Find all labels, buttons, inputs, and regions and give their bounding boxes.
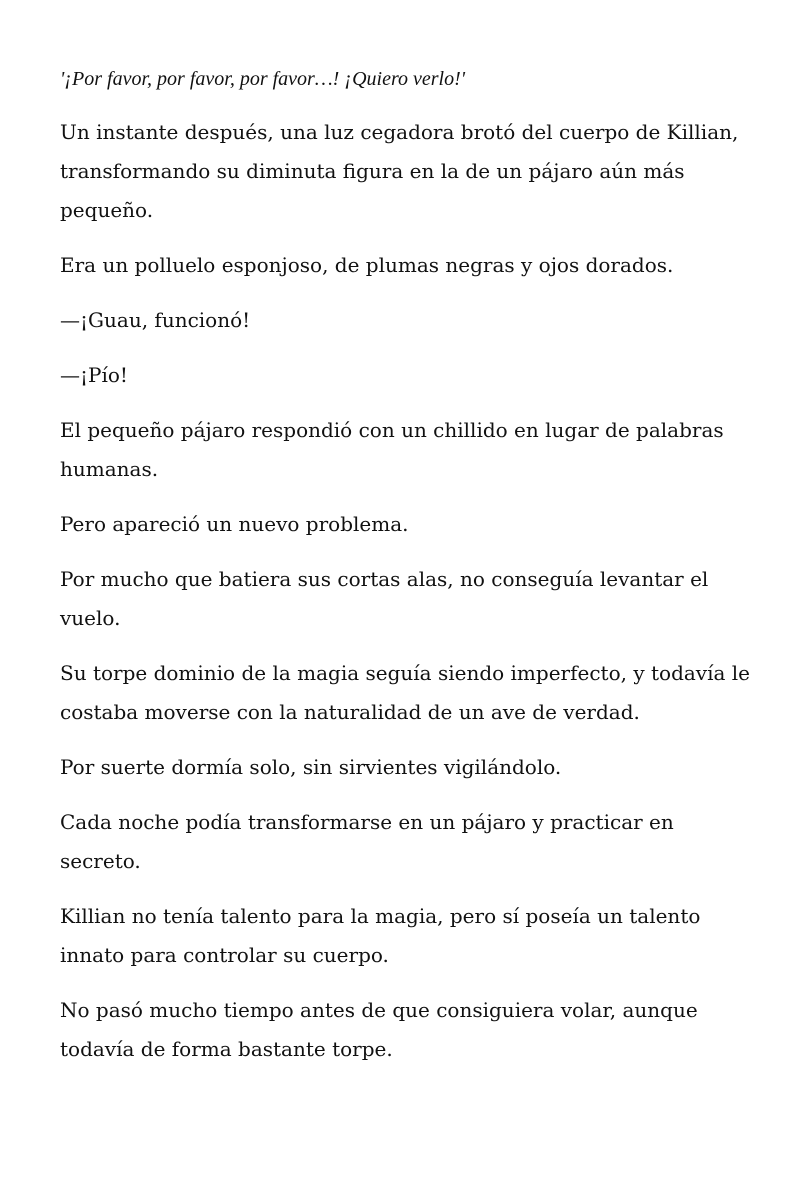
paragraph-1: Un instante después, una luz cegadora brotó del cuerpo de Killian, transformando su diminuta figura en la de un pájaro aún más pequeño.: [60, 120, 739, 222]
paragraph-8: Su torpe dominio de la magia seguía siendo imperfecto, y todavía le costaba moverse con la naturalidad de un ave de verdad.: [60, 661, 750, 724]
paragraph-7: Por mucho que batiera sus cortas alas, no conseguía levantar el vuelo.: [60, 567, 709, 630]
paragraph-12: No pasó mucho tiempo antes de que consiguiera volar, aunque todavía de forma bastante torpe.: [60, 998, 698, 1061]
page-body: [60, 64, 750, 1085]
paragraph-2: Era un polluelo esponjoso, de plumas negras y ojos dorados.: [60, 253, 674, 277]
paragraph-4: —¡Pío!: [60, 363, 128, 387]
inner-thought: '¡Por favor, por favor, por favor…! ¡Quiero verlo!': [60, 68, 466, 90]
paragraph-11: Killian no tenía talento para la magia, pero sí poseía un talento innato para controlar su cuerpo.: [60, 904, 701, 967]
paragraph-5: El pequeño pájaro respondió con un chillido en lugar de palabras humanas.: [60, 418, 724, 481]
paragraph-3: —¡Guau, funcionó!: [60, 308, 251, 332]
paragraph-6: Pero apareció un nuevo problema.: [60, 512, 409, 536]
paragraph-9: Por suerte dormía solo, sin sirvientes vigilándolo.: [60, 755, 562, 779]
paragraph-10: Cada noche podía transformarse en un pájaro y practicar en secreto.: [60, 810, 674, 873]
